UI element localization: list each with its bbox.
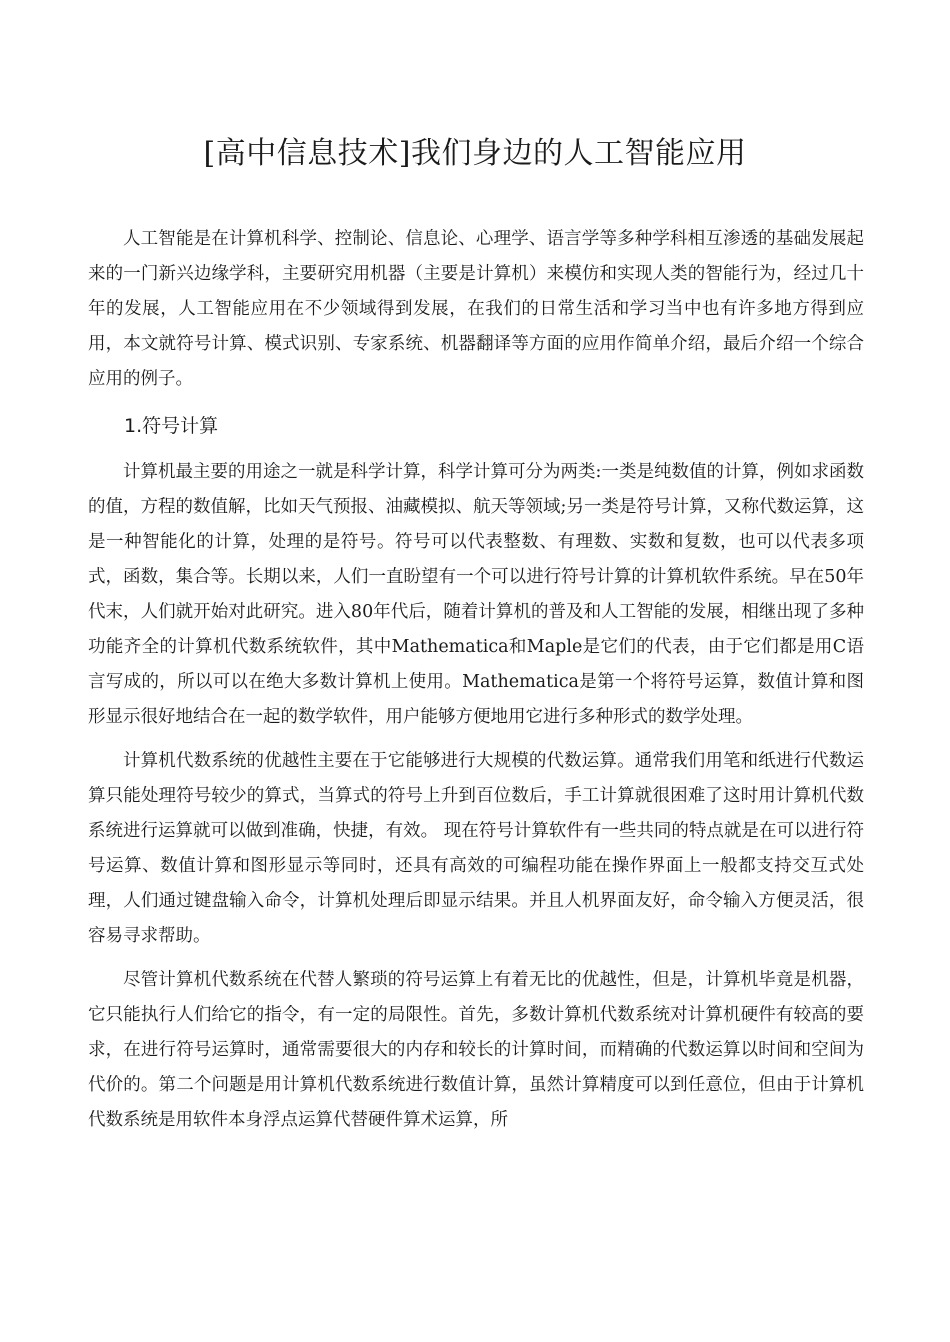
document-body xyxy=(88,222,864,1138)
section-heading-symbolic-computation: 1.符号计算 xyxy=(124,415,219,437)
document-title: [高中信息技术]我们身边的人工智能应用 xyxy=(203,136,747,171)
section-paragraph: 尽管计算机代数系统在代替人繁琐的符号运算上有着无比的优越性，但是，计算机毕竟是机器，它只能执行人们给它的指令，有一定的局限性。首先，多数计算机代数系统对计算机硬件有较高的要求，在进行符号运算时，通常需要很大的内存和较长的计算时间，而精确的代数运算以时间和空间为代价的。第二个问题是用计算机代数系统进行数值计算，虽然计算精度可以到任意位，但由于计算机代数系统是用软件本身浮点运算代替硬件算术运算，所 xyxy=(88,970,864,1130)
section-paragraph: 计算机最主要的用途之一就是科学计算，科学计算可分为两类:一类是纯数值的计算，例如求函数的值，方程的数值解，比如天气预报、油藏模拟、航天等领域;另一类是符号计算，又称代数运算，这是一种智能化的计算，处理的是符号。符号可以代表整数、有理数、实数和复数，也可以代表多项式，函数，集合等。长期以来，人们一直盼望有一个可以进行符号计算的计算机软件系统。早在50年代末，人们就开始对此研究。进入80年代后，随着计算机的普及和人工智能的发展，相继出现了多种功能齐全的计算机代数系统软件，其中Mathematica和Maple是它们的代表，由于它们都是用C语言写成的，所以可以在绝大多数计算机上使用。Mathematica是第一个将符号运算，数值计算和图形显示很好地结合在一起的数学软件，用户能够方便地用它进行多种形式的数学处理。 xyxy=(88,462,864,727)
section-paragraph: 计算机代数系统的优越性主要在于它能够进行大规模的代数运算。通常我们用笔和纸进行代数运算只能处理符号较少的算式，当算式的符号上升到百位数后，手工计算就很困难了这时用计算机代数系统进行运算就可以做到准确，快捷，有效。 现在符号计算软件有一些共同的特点就是在可以进行符号运算、数值计算和图形显示等同时，还具有高效的可编程功能在操作界面上一般都支持交互式处理，人们通过键盘输入命令，计算机处理后即显示结果。并且人机界面友好，命令输入方便灵活，很容易寻求帮助。 xyxy=(88,751,864,946)
intro-paragraph: 人工智能是在计算机科学、控制论、信息论、心理学、语言学等多种学科相互渗透的基础发展起来的一门新兴边缘学科，主要研究用机器（主要是计算机）来模仿和实现人类的智能行为，经过几十年的发展，人工智能应用在不少领域得到发展，在我们的日常生活和学习当中也有许多地方得到应用，本文就符号计算、模式识别、专家系统、机器翻译等方面的应用作简单介绍，最后介绍一个综合应用的例子。 xyxy=(88,229,864,389)
